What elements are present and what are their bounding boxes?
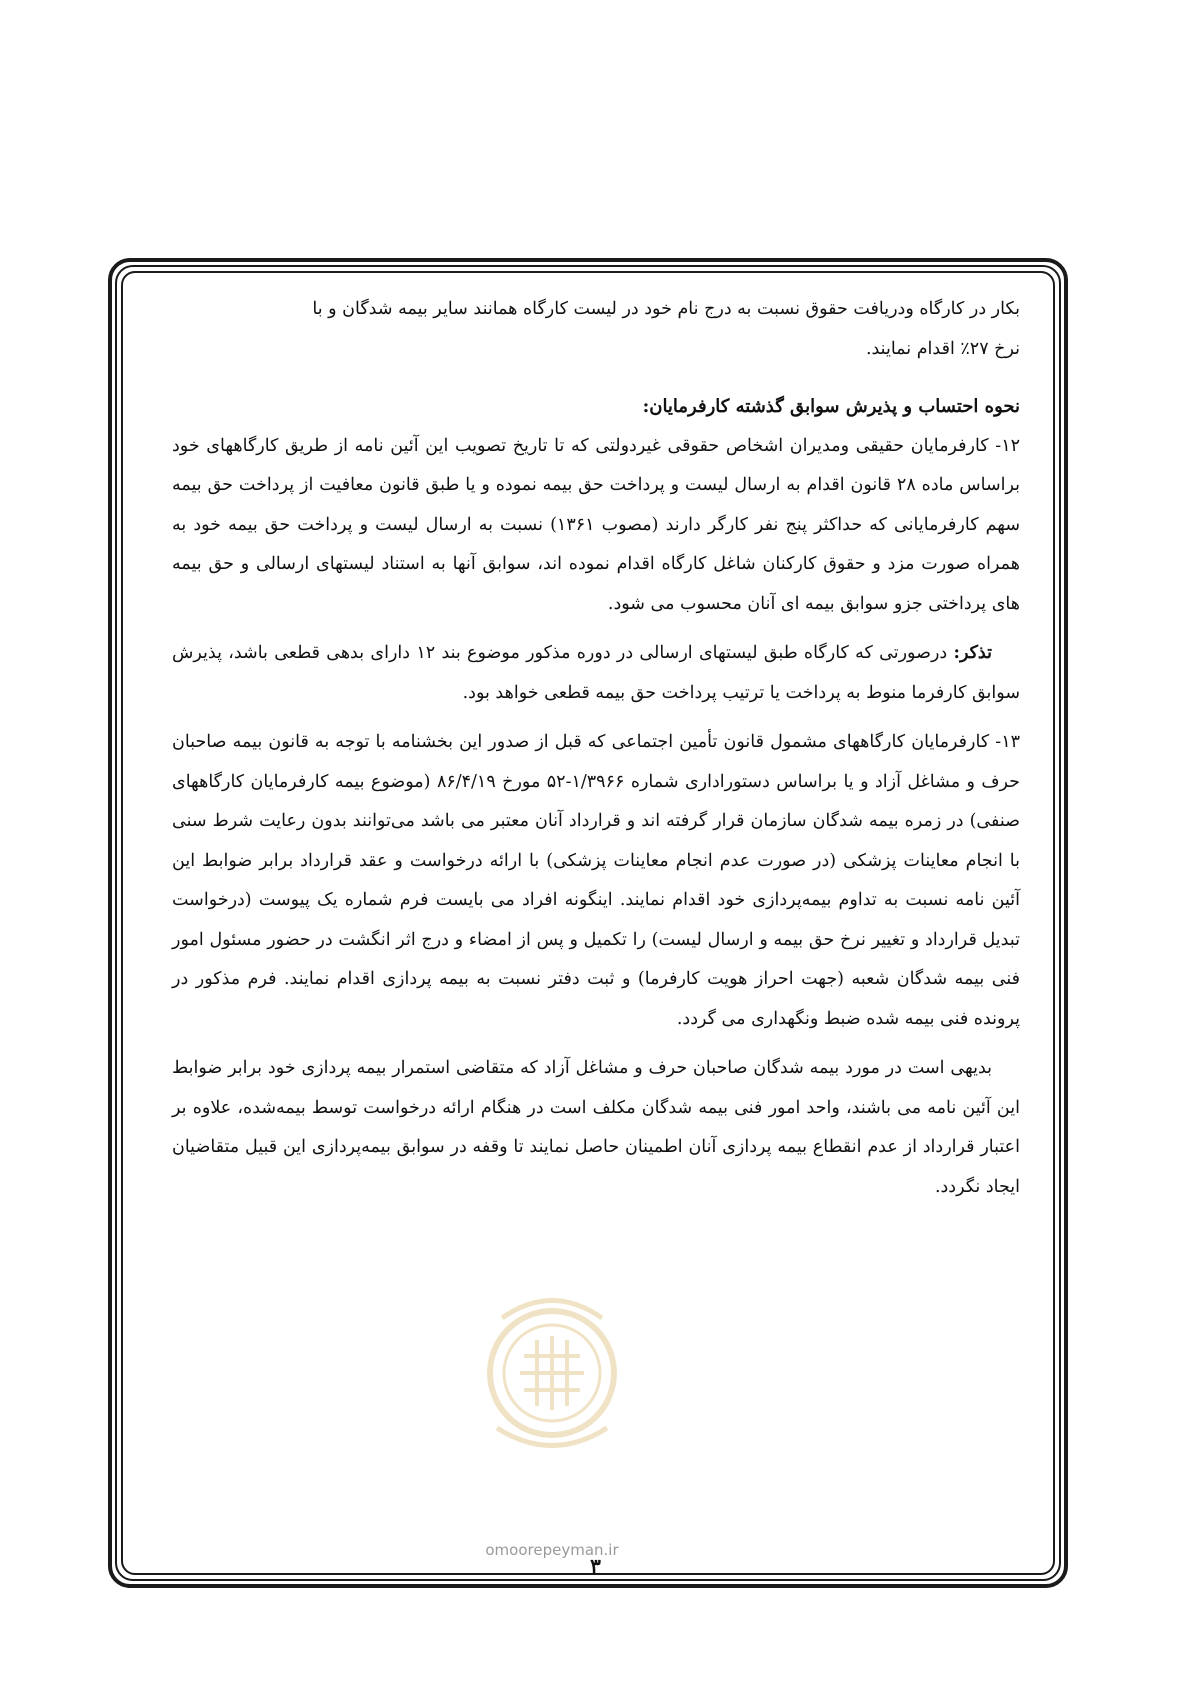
watermark-url: omoorepeyman.ir <box>485 1541 619 1559</box>
page-number: ۳ <box>590 1554 601 1578</box>
section-12-paragraph: ۱۲- کارفرمایان حقیقی ومدیران اشخاص حقوقی غیردولتی که تا تاریخ تصویب این آئین نامه از طریق کارگاههای خود براساس ماده ۲۸ قانون اقدام به ارسال لیست و پرداخت حق بیمه نموده و یا طبق قانون معافیت از پرداخت حق بیمه سهم کارفرمایانی که حداکثر پنج نفر کارگر دارند (مصوب ۱۳۶۱) نسبت به ارسال لیست و پرداخت حق بیمه خود به همراه صورت مزد و حقوق کارکنان شاغل کارگاه اقدام نموده اند، سوابق آنها به استناد لیستهای ارسالی و حق بیمه های پرداختی جزو سوابق بیمه ای آنان محسوب می شود. <box>172 435 1021 614</box>
section-heading: نحوه احتساب و پذیرش سوابق گذشته کارفرمایان: <box>642 396 1020 417</box>
note-label: تذکر: <box>953 643 992 663</box>
intro-line-1: بکار در کارگاه ودریافت حقوق نسبت به درج نام خود در لیست کارگاه همانند سایر بیمه شدگان و با <box>312 299 1020 319</box>
watermark-logo <box>462 1278 642 1468</box>
note-text: درصورتی که کارگاه طبق لیستهای ارسالی در دوره مذکور موضوع بند ۱۲ دارای بدهی قطعی باشد، پذیرش سوابق کارفرما منوط به پرداخت یا ترتیب پرداخت حق بیمه قطعی خواهد بود. <box>172 643 1020 703</box>
closing-paragraph: بدیهی است در مورد بیمه شدگان صاحبان حرف و مشاغل آزاد که متقاضی استمرار بیمه پردازی خود برابر ضوابط این آئین نامه می باشند، واحد امور فنی بیمه شدگان مکلف است در هنگام ارائه درخواست توسط بیمه‌شده، علاوه بر اعتبار قرارداد از عدم انقطاع بیمه پردازی آنان اطمینان حاصل نمایند تا وقفه در سوابق بیمه‌پردازی این قبیل متقاضیان ایجاد نگردد. <box>172 1058 1020 1197</box>
note-paragraph <box>172 634 1020 713</box>
section-13-paragraph: ۱۳- کارفرمایان کارگاههای مشمول قانون تأمین اجتماعی که قبل از صدور این بخشنامه با توجه به قانون بیمه صاحبان حرف و مشاغل آزاد و یا براساس دستوراداری شماره ۱/۳۹۶۶-۵۲ مورخ ۸۶/۴/۱۹ (موضوع بیمه کارفرمایان کارگاههای صنفی) در زمره بیمه شدگان سازمان قرار گرفته اند و قرارداد آنان معتبر می باشد می‌توانند بدون رعایت شرط سنی با انجام معاینات پزشکی (در صورت عدم انجام معاینات پزشکی) با ارائه درخواست و عقد قرارداد برابر ضوابط این آئین نامه نسبت به تداوم بیمه‌پردازی خود اقدام نمایند. اینگونه افراد می بایست فرم شماره یک پیوست (درخواست تبدیل قرارداد و تغییر نرخ حق بیمه و ارسال لیست) را تکمیل و پس از امضاء و درج اثر انگشت در حضور مسئول امور فنی بیمه شدگان شعبه (جهت احراز هویت کارفرما) و ثبت دفتر نسبت به بیمه پردازی اقدام نمایند. فرم مذکور در پرونده فنی بیمه شده ضبط ونگهداری می گردد. <box>172 732 1020 1029</box>
intro-line-2: نرخ ۲۷٪ اقدام نمایند. <box>865 338 1020 359</box>
document-body <box>172 290 1020 1207</box>
